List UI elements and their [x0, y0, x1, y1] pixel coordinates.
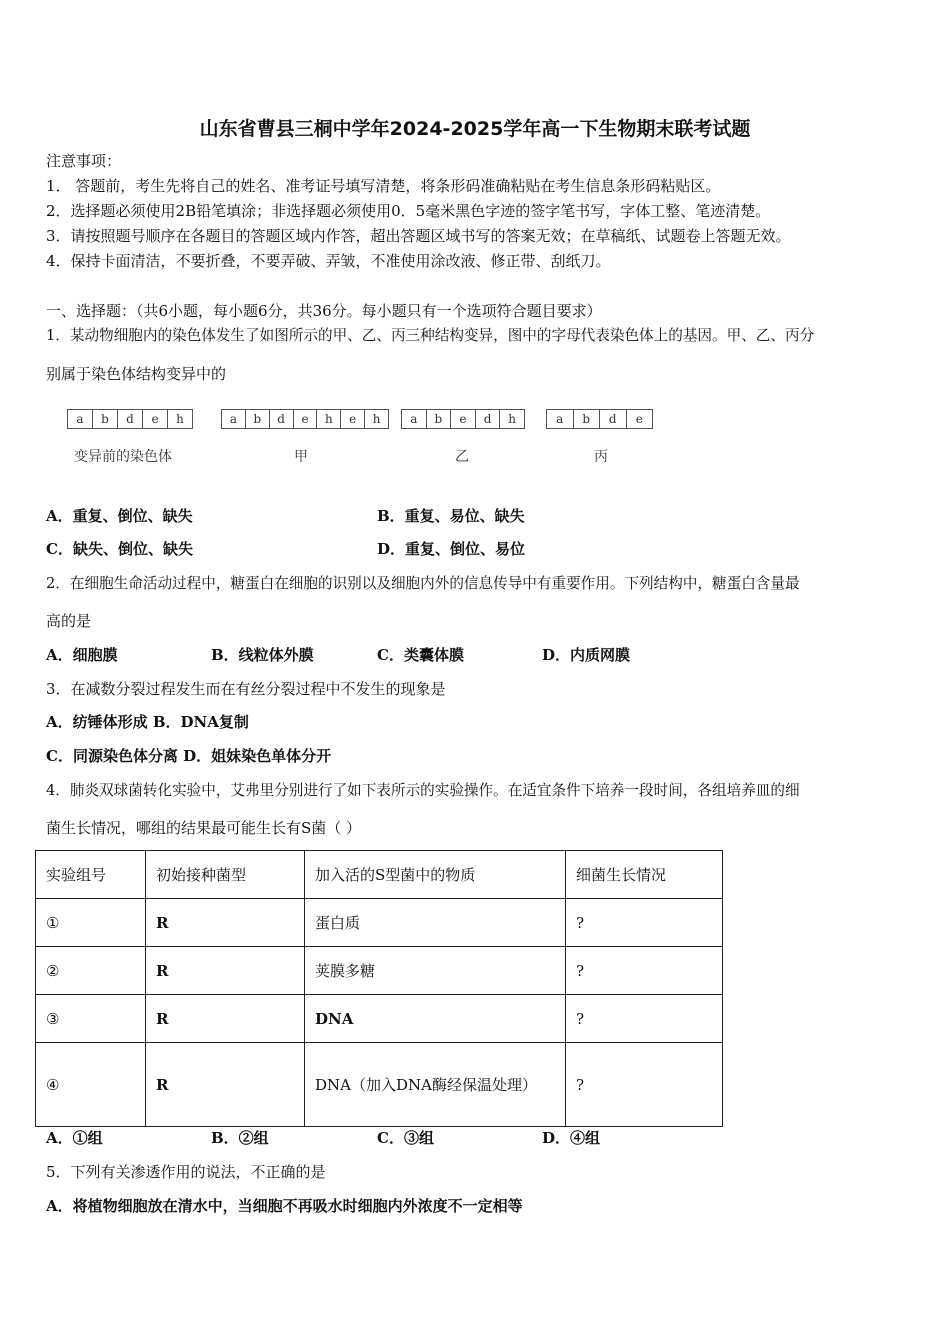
- gene: b: [427, 410, 452, 428]
- table-cell: R: [146, 1043, 305, 1127]
- table-cell: ?: [566, 995, 723, 1043]
- notice-heading: 注意事项：: [46, 152, 122, 170]
- question-5-stem: 5．下列有关渗透作用的说法，不正确的是: [46, 1163, 326, 1181]
- notice-item: 1． 答题前，考生先将自己的姓名、准考证号填写清楚，将条形码准确粘贴在考生信息条形码粘贴区。: [46, 177, 721, 195]
- chromosome-original: [67, 409, 193, 429]
- gene: e: [451, 410, 476, 428]
- q5-option-a[interactable]: A．将植物细胞放在清水中，当细胞不再吸水时细胞内外浓度不一定相等: [46, 1197, 523, 1215]
- table-cell: ?: [566, 899, 723, 947]
- gene: h: [508, 412, 517, 426]
- table-cell: R: [146, 995, 305, 1043]
- table-cell: ?: [566, 1043, 723, 1127]
- gene: d: [600, 410, 627, 428]
- q1-option-d[interactable]: D．重复、倒位、易位: [377, 540, 526, 558]
- q2-option-b[interactable]: B．线粒体外膜: [211, 646, 314, 664]
- gene: e: [294, 410, 318, 428]
- q4-option-c[interactable]: C．③组: [377, 1129, 434, 1147]
- gene: e: [143, 410, 168, 428]
- table-cell: 蛋白质: [305, 899, 566, 947]
- table-row: [36, 1043, 723, 1127]
- notice-item: 4．保持卡面清洁，不要折叠，不要弄破、弄皱，不准使用涂改液、修正带、刮纸刀。: [46, 252, 611, 270]
- q3-options-cd[interactable]: C．同源染色体分离 D．姐妹染色单体分开: [46, 747, 332, 765]
- table-cell: ③: [36, 995, 146, 1043]
- chromosome-label: 甲: [294, 449, 308, 465]
- exam-title: 山东省曹县三桐中学年2024-2025学年高一下生物期末联考试题: [199, 118, 751, 140]
- q1-option-c[interactable]: C．缺失、倒位、缺失: [46, 540, 193, 558]
- gene: a: [402, 410, 427, 428]
- chromosome-bing: [546, 409, 653, 429]
- gene: a: [222, 410, 246, 428]
- gene: b: [574, 410, 601, 428]
- experiment-table: [35, 850, 723, 1127]
- section-heading: 一、选择题：（共6小题，每小题6分，共36分。每小题只有一个选项符合题目要求）: [46, 302, 602, 320]
- q3-options-ab[interactable]: A．纺锤体形成 B．DNA复制: [46, 713, 249, 731]
- table-row: [36, 947, 723, 995]
- table-cell: DNA: [305, 995, 566, 1043]
- table-header-row: [36, 851, 723, 899]
- chromosome-label: 丙: [594, 449, 608, 465]
- table-cell: DNA（加入DNA酶经保温处理）: [305, 1043, 566, 1127]
- table-cell: ②: [36, 947, 146, 995]
- table-cell: 荚膜多糖: [305, 947, 566, 995]
- table-cell: ④: [36, 1043, 146, 1127]
- chromosome-label: 乙: [455, 449, 469, 465]
- table-cell: ①: [36, 899, 146, 947]
- table-cell: R: [146, 899, 305, 947]
- gene: d: [476, 410, 501, 428]
- question-1-stem-cont: 别属于染色体结构变异中的: [46, 365, 227, 383]
- gene: d: [270, 410, 294, 428]
- chromosome-jia: [221, 409, 389, 429]
- q2-option-c[interactable]: C．类囊体膜: [377, 646, 464, 664]
- table-header: 加入活的S型菌中的物质: [305, 851, 566, 899]
- notice-item: 3．请按照题号顺序在各题目的答题区域内作答，超出答题区域书写的答案无效；在草稿纸、试题卷上答题无效。: [46, 227, 791, 245]
- chromosome-label: 变异前的染色体: [74, 449, 172, 465]
- gene: h: [176, 412, 184, 426]
- q4-option-d[interactable]: D．④组: [542, 1129, 601, 1147]
- q1-option-b[interactable]: B．重复、易位、缺失: [377, 507, 525, 525]
- gene: h: [372, 412, 381, 426]
- question-1-stem: 1．某动物细胞内的染色体发生了如图所示的甲、乙、丙三种结构变异，图中的字母代表染色体上的基因。甲、乙、丙分: [46, 327, 815, 344]
- table-row: [36, 995, 723, 1043]
- table-row: [36, 899, 723, 947]
- table-header: 初始接种菌型: [146, 851, 305, 899]
- chromosome-yi: [401, 409, 525, 429]
- gene: a: [68, 410, 93, 428]
- q2-option-d[interactable]: D．内质网膜: [542, 646, 631, 664]
- table-cell: R: [146, 947, 305, 995]
- q4-option-a[interactable]: A．①组: [46, 1129, 103, 1147]
- notice-item: 2．选择题必须使用2B铅笔填涂；非选择题必须使用0．5毫米黑色字迹的签字笔书写，字体工整、笔迹清楚。: [46, 202, 771, 220]
- gene: b: [246, 410, 270, 428]
- q4-option-b[interactable]: B．②组: [211, 1129, 269, 1147]
- question-4-stem-cont: 菌生长情况，哪组的结果最可能生长有S菌（ ）: [46, 819, 362, 837]
- q2-option-a[interactable]: A．细胞膜: [46, 646, 118, 664]
- table-header: 实验组号: [36, 851, 146, 899]
- question-3-stem: 3．在减数分裂过程发生而在有丝分裂过程中不发生的现象是: [46, 680, 446, 698]
- gene: h: [317, 410, 341, 428]
- question-2-stem-cont: 高的是: [46, 612, 92, 630]
- table-cell: ?: [566, 947, 723, 995]
- q1-option-a[interactable]: A．重复、倒位、缺失: [46, 507, 193, 525]
- gene: e: [635, 412, 643, 426]
- question-4-stem: 4．肺炎双球菌转化实验中，艾弗里分别进行了如下表所示的实验操作。在适宜条件下培养一段时间，各组培养皿的细: [46, 782, 800, 799]
- gene: e: [341, 410, 365, 428]
- gene: d: [118, 410, 143, 428]
- table-header: 细菌生长情况: [566, 851, 723, 899]
- gene: a: [547, 410, 574, 428]
- question-2-stem: 2．在细胞生命活动过程中，糖蛋白在细胞的识别以及细胞内外的信息传导中有重要作用。下列结构中，糖蛋白含量最: [46, 575, 800, 592]
- gene: b: [93, 410, 118, 428]
